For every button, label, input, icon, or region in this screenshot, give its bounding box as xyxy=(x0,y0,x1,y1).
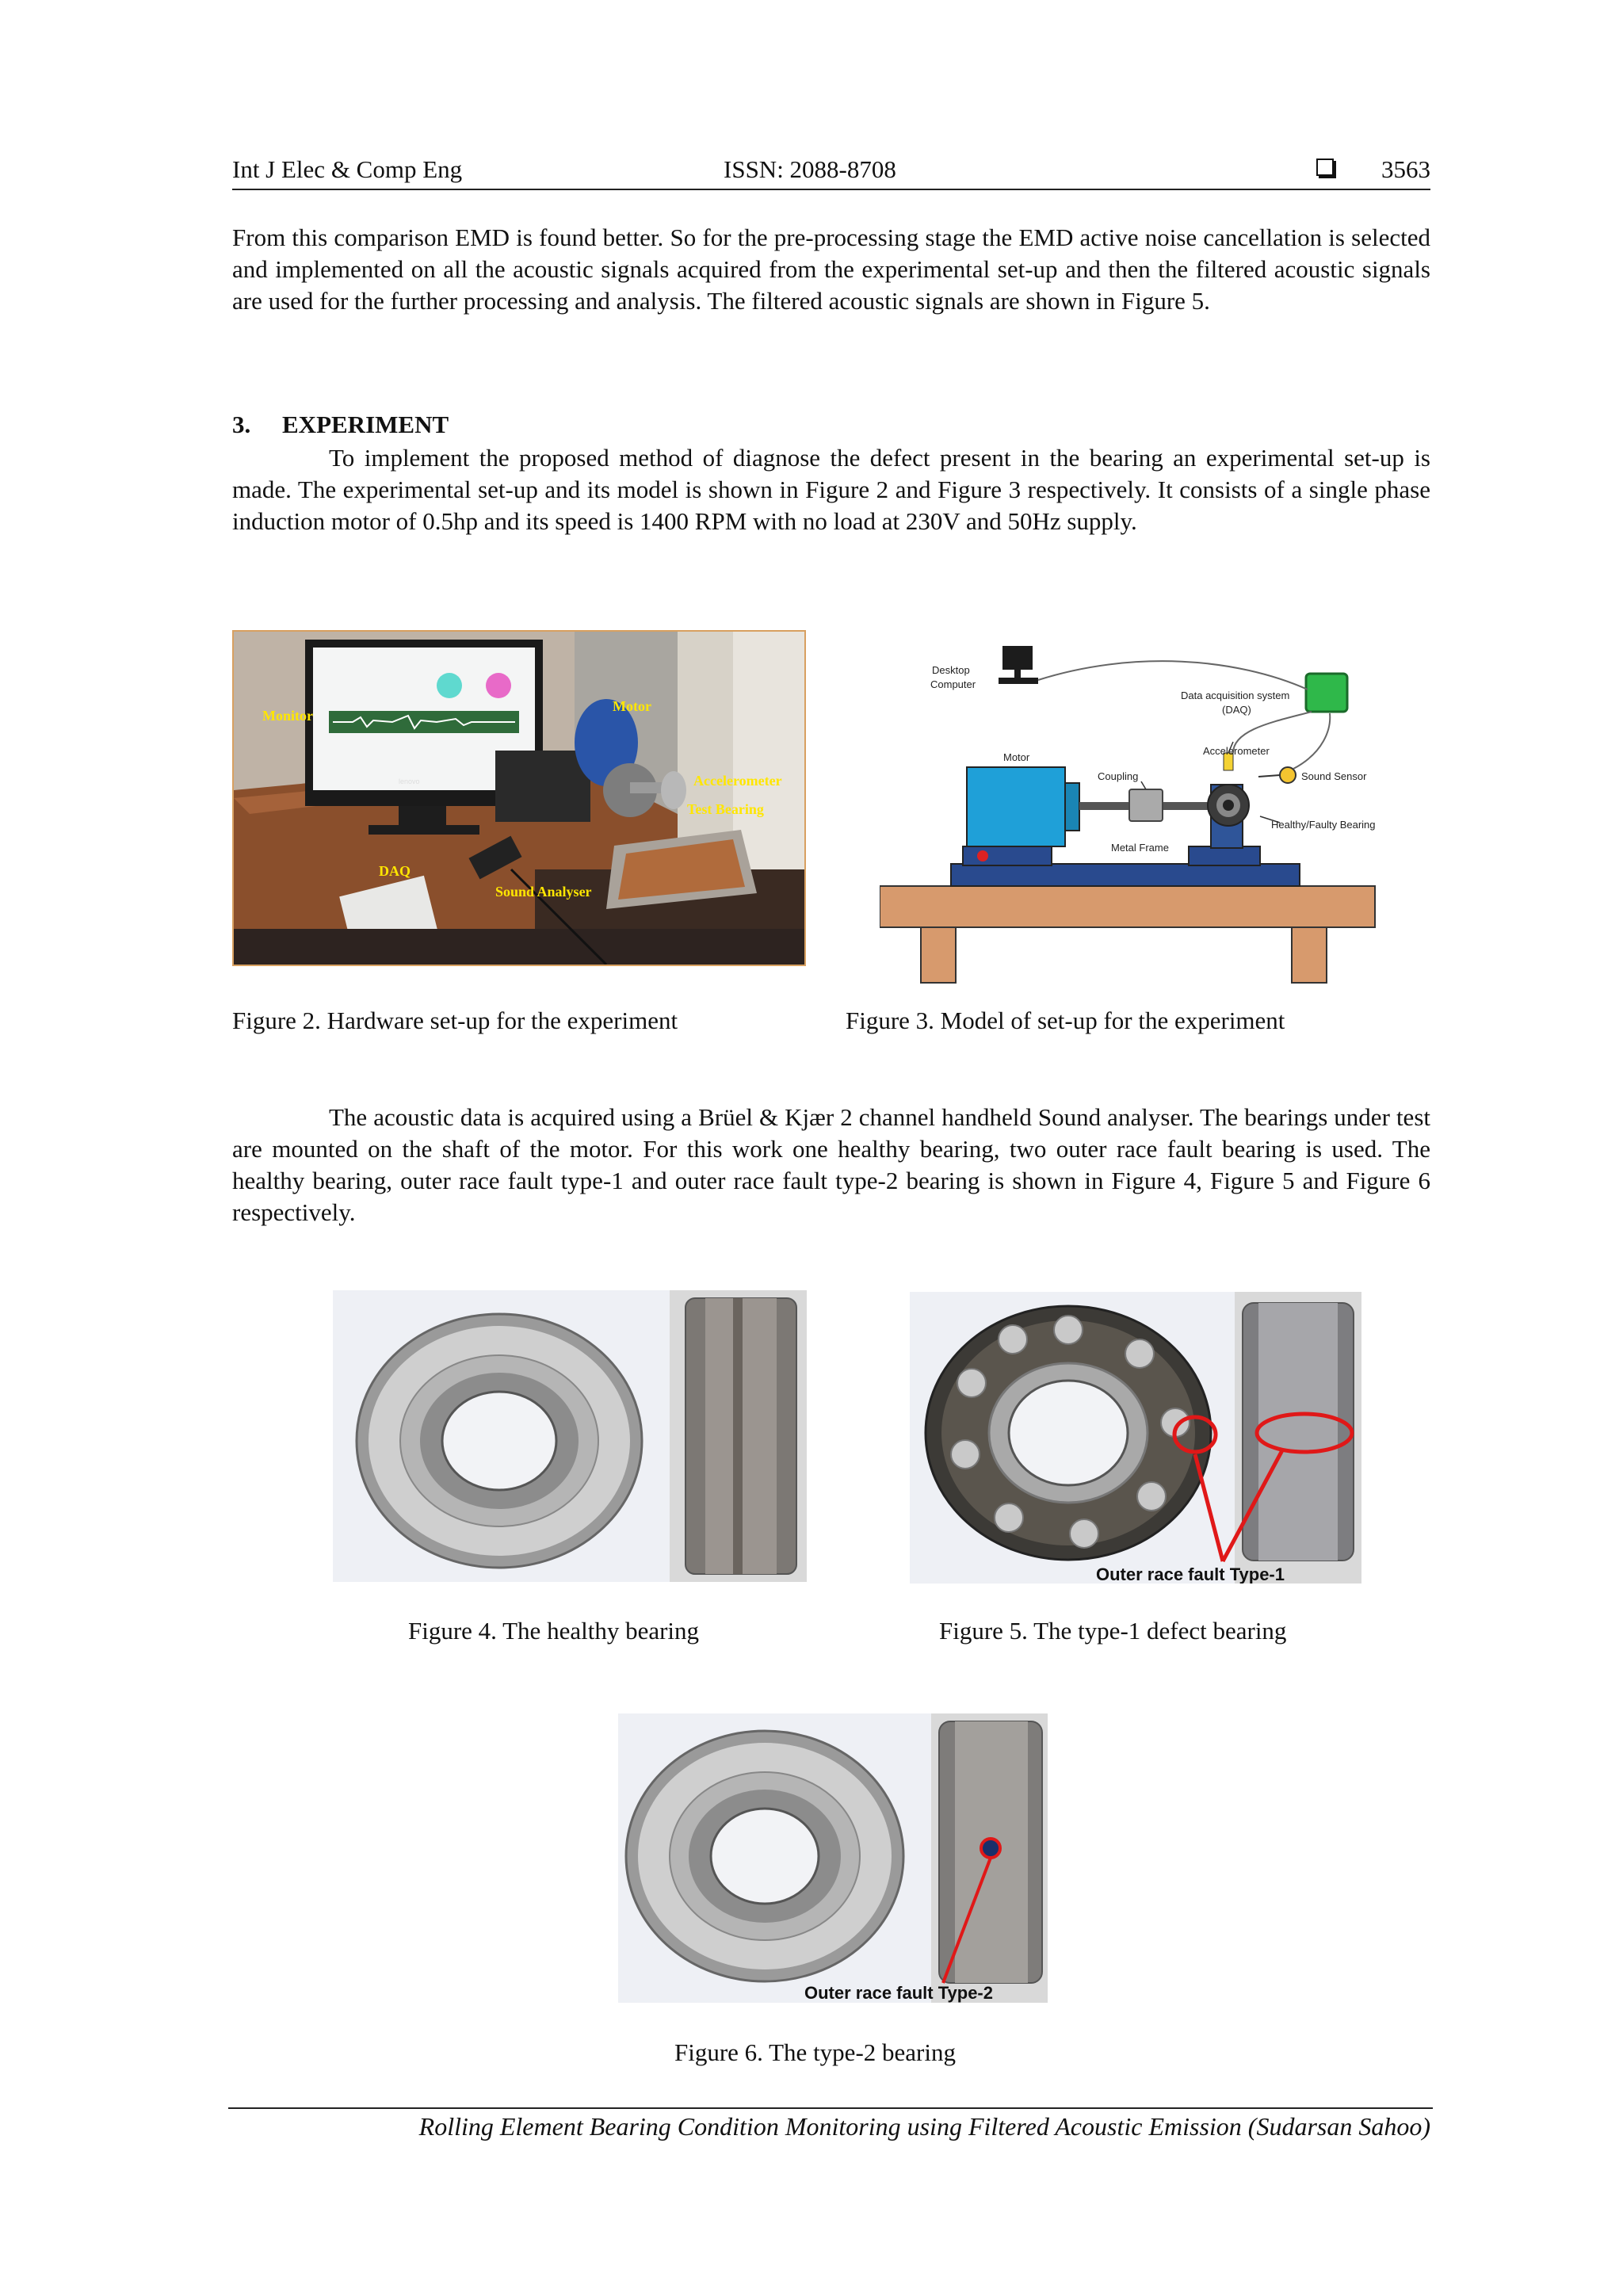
figure5-photo xyxy=(910,1292,1361,1584)
label-desktop: Desktop xyxy=(932,664,970,676)
section-heading xyxy=(232,411,449,439)
healthy-bearing-illustration xyxy=(333,1290,807,1582)
page-number: 3563 xyxy=(1381,155,1430,183)
label-accelerometer: Accelerometer xyxy=(693,773,782,789)
monitor-brand: lenovo xyxy=(399,777,420,785)
label-motor: Motor xyxy=(613,698,651,714)
paragraph-experiment xyxy=(232,442,1430,537)
label-computer: Computer xyxy=(930,678,976,690)
figure6-caption: Figure 6. The type-2 bearing xyxy=(674,2038,956,2066)
footer-rule xyxy=(228,2107,1433,2109)
label-sound-sensor: Sound Sensor xyxy=(1301,770,1367,782)
setup-model-diagram xyxy=(880,634,1387,991)
annotation-type2: Outer race fault Type-2 xyxy=(804,1983,993,2003)
type1-defect-bearing-illustration xyxy=(910,1292,1361,1584)
figure6-photo xyxy=(618,1713,1048,2003)
figure3-diagram xyxy=(880,634,1387,991)
label-daq-system: Data acquisition system xyxy=(1181,690,1290,701)
label-healthy-faulty: Healthy/Faulty Bearing xyxy=(1271,819,1376,831)
label-daq-abbrev: (DAQ) xyxy=(1222,704,1251,716)
type2-defect-bearing-illustration xyxy=(618,1713,1048,2003)
section-number: 3. xyxy=(232,411,251,438)
label-sound-analyser: Sound Analyser xyxy=(495,884,592,900)
paragraph-text: From this comparison EMD is found better. So for the pre-processing stage the EMD active noise cancellation is selected and implemented on all the acoustic signals acquired from the experimental set-up and then the filtered acoustic signals are used for the further processing and analysis. The filtered acoustic signals are shown in Figure 5. xyxy=(232,223,1430,315)
figure5-caption: Figure 5. The type-1 defect bearing xyxy=(939,1617,1287,1645)
issn: ISSN: 2088-8708 xyxy=(724,155,896,183)
paragraph-acquisition xyxy=(232,1102,1430,1228)
square-icon xyxy=(1316,159,1334,176)
figure4-photo xyxy=(333,1290,807,1582)
running-footer: Rolling Element Bearing Condition Monitoring using Filtered Acoustic Emission (Sudarsan Sahoo) xyxy=(418,2112,1430,2141)
running-header xyxy=(232,151,1430,190)
label-metal-frame: Metal Frame xyxy=(1111,842,1169,854)
figure2-photo xyxy=(232,630,806,966)
label-accelerometer: Accelerometer xyxy=(1203,745,1270,757)
label-monitor: Monitor xyxy=(262,708,313,724)
figure3-caption: Figure 3. Model of set-up for the experiment xyxy=(846,1007,1285,1034)
label-test-bearing: Test Bearing xyxy=(687,801,764,817)
paragraph-text: The acoustic data is acquired using a Brüel & Kjær 2 channel handheld Sound analyser. The bearings under test are mounted on the shaft of the motor. For this work one healthy bearing, two outer race fault bearing is used. The healthy bearing, outer race fault type-1 and outer race fault type-2 bearing is shown in Figure 4, Figure 5 and Figure 6 respectively. xyxy=(232,1103,1430,1226)
paragraph-intro xyxy=(232,222,1430,317)
figure2-caption: Figure 2. Hardware set-up for the experiment xyxy=(232,1007,678,1034)
section-title: EXPERIMENT xyxy=(282,411,449,438)
journal-name: Int J Elec & Comp Eng xyxy=(232,155,463,183)
paragraph-text: To implement the proposed method of diagnose the defect present in the bearing an experimental set-up is made. The experimental set-up and its model is shown in Figure 2 and Figure 3 respectively. It consists of a single phase induction motor of 0.5hp and its speed is 1400 RPM with no load at 230V and 50Hz supply. xyxy=(232,444,1430,535)
label-coupling: Coupling xyxy=(1098,770,1139,782)
figure4-caption: Figure 4. The healthy bearing xyxy=(408,1617,700,1645)
hardware-setup-illustration xyxy=(234,632,804,965)
label-motor: Motor xyxy=(1003,751,1030,763)
label-daq: DAQ xyxy=(379,863,411,879)
annotation-type1: Outer race fault Type-1 xyxy=(1096,1564,1285,1584)
